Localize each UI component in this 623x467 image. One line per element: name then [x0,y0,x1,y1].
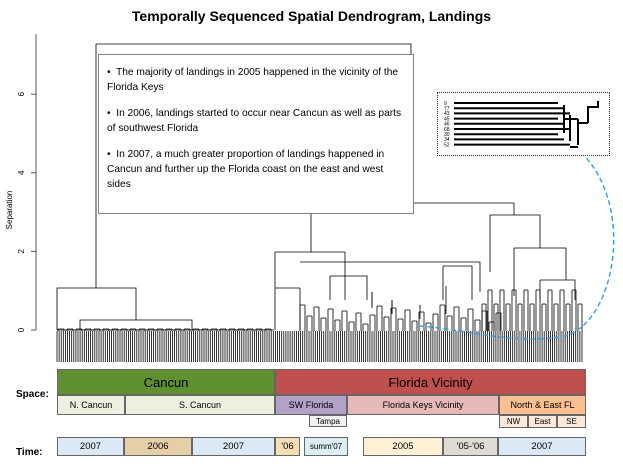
region-florida-vicinity: Florida Vicinity [275,369,586,395]
time-period-2: 2007 [192,437,275,456]
subregion-sw-florida: SW Florida [275,395,347,415]
y-axis-label: Separation [5,190,14,230]
inset-leaf-label: 77 [444,106,450,112]
detail-tampa: Tampa [309,415,347,427]
detail-se: SE [557,415,586,428]
y-tick-label: 0 [17,327,26,333]
time-period-5: 2005 [363,437,443,456]
annotation-box [98,54,414,214]
inset-tree [438,93,611,157]
inset-connector [420,147,614,339]
inset-leaf-label: 52 [444,142,450,149]
note-2005: • The majority of landings in 2005 happened in the vicinity of the Florida Keys [107,67,399,93]
y-tick-label: 6 [17,91,26,97]
inset-leaf-label: 9 [444,100,447,107]
time-period-3: '06 [275,437,300,456]
subregion-s-cancun: S. Cancun [125,395,275,415]
time-period-0: 2007 [57,437,124,456]
inset-leaf-label: 43 [444,111,450,118]
subregion-north-east-fl: North & East FL [499,395,586,415]
subregion-florida-keys: Florida Keys Vicinity [347,395,499,415]
inset-leaf-label: 45 [444,116,450,123]
chart-title: Temporally Sequenced Spatial Dendrogram, Landings [131,8,492,24]
inset-dendrogram [437,92,610,156]
inset-leaf-label: 34 [444,137,450,144]
inset-leaf-label: 30 [444,132,450,138]
y-tick-label: 4 [17,170,26,176]
y-axis [5,34,36,332]
inset-leaf-label: 46 [444,121,450,128]
space-row-label: Space: [16,389,49,400]
inset-leaf-label: 68 [444,126,450,133]
note-2006: • In 2006, landings started to occur near Cancun as well as parts of southwest Florida [107,108,402,134]
time-period-7: 2007 [498,437,586,456]
time-period-1: 2006 [124,437,192,456]
time-row-label: Time: [16,447,43,458]
region-cancun: Cancun [57,369,275,395]
note-2007: • In 2007, a much greater proportion of landings happened in Cancun and further up the Florida coast on the east and west sides [107,149,385,190]
time-period-4: summ'07 [304,437,348,456]
time-period-6: '05-'06 [443,437,498,456]
inset-merge-branches [564,101,598,147]
detail-nw: NW [499,415,528,428]
subregion-n-cancun: N. Cancun [57,395,125,415]
detail-east: East [528,415,557,428]
y-tick-label: 2 [17,249,26,254]
